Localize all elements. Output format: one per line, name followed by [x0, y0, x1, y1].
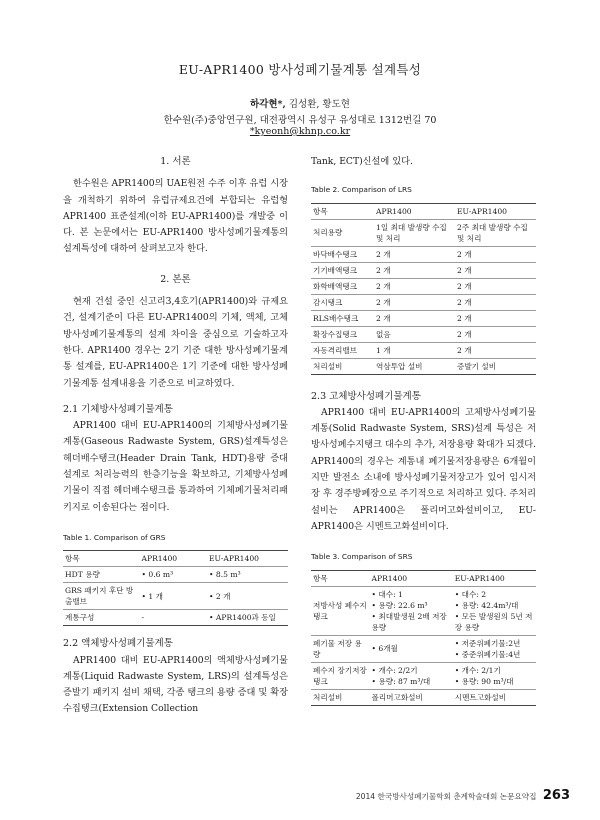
grs-comparison-table — [63, 550, 288, 626]
co-authors: 김성환, 황도현 — [285, 99, 350, 110]
table-cell — [370, 689, 453, 705]
table-cell: 2 개 — [455, 310, 536, 326]
subsection-heading-lrs: 2.2 액체방사성폐기물계통 — [63, 638, 173, 650]
table-header-row — [63, 551, 288, 567]
table-cell — [370, 586, 453, 635]
table-cell: 감시탱크 — [311, 294, 374, 310]
table-header-row — [311, 203, 536, 219]
email-line — [0, 126, 600, 137]
table-cell: • APR1400과 동일 — [207, 610, 288, 626]
author-line — [0, 96, 600, 110]
table-cell: 처리용량 — [311, 219, 374, 246]
srs-paragraph: APR1400 대비 EU-APR1400의 고체방사성폐기물계통(Solid Radwaste System, SRS)설계 특성은 저방사성폐수지탱크 대수의 추가, 저장용량 확대가 되겠다. APR1400의 경우는 계통내 폐기물저장용량은 6개월이지만 발전소 소내에 방사성폐기물저장고가 있어 임시저장 후 경주방폐장으로 주기적으로 처리하고 있다. 주처리설비는 APR1400은 폴리머고화설비이고, EU-APR1400은 시멘트고화설비이다. — [311, 406, 536, 532]
table-header-cell: APR1400 — [370, 570, 453, 586]
table-row — [311, 310, 536, 326]
table-row — [311, 278, 536, 294]
table2-caption: Table 2. Comparison of LRS — [311, 185, 412, 195]
page-footer — [330, 788, 570, 803]
grs-paragraph: APR1400 대비 EU-APR1400의 기체방사성폐기물계통(Gaseous Radwaste System, GRS)설계특성은 헤더배수탱크(Header Drain Tank, HDT)용량 증대 설계로 처리능력의 한층기능을 확보하고, 기체방사성폐기물이 직접 헤더배수탱크를 통과하여 기체폐기물처리패키지로 이송된다는 점이다. — [63, 420, 288, 513]
table-cell: 2 개 — [455, 278, 536, 294]
table-row — [311, 635, 536, 662]
table-header-cell: EU-APR1400 — [207, 551, 288, 567]
table-row — [311, 294, 536, 310]
cell-line: • 대수: 2 — [454, 589, 487, 599]
cell-line: • 최대발생원 2배 저장 용량 — [371, 611, 447, 632]
table-cell: 기기배액탱크 — [311, 262, 374, 278]
cell-line: 시멘트고화설비 — [454, 692, 507, 702]
cell-line: • 모든 발생원의 5년 저장 용량 — [454, 611, 533, 632]
table-cell — [453, 635, 536, 662]
table-cell: 자동격리밸브 — [311, 342, 374, 358]
table-cell: 증발기 설비 — [455, 358, 536, 374]
table-cell: 2 개 — [374, 262, 455, 278]
table-cell: 역삼투압 설비 — [374, 358, 455, 374]
subsection-heading-grs: 2.1 기체방사성폐기물계통 — [63, 403, 173, 415]
table-row — [311, 326, 536, 342]
cell-line: • 6개월 — [371, 644, 398, 654]
table-header-cell: EU-APR1400 — [455, 203, 536, 219]
cell-line: • 용량: 87 m³/대 — [371, 676, 431, 686]
proceedings-title: 2014 한국방사성폐기물학회 춘계학술대회 논문요약집 — [355, 792, 537, 801]
cell-line: • 개수: 2/2기 — [371, 665, 418, 675]
table-row — [63, 567, 288, 583]
section-heading-main: 2. 본론 — [160, 273, 191, 285]
section-heading-introduction: 1. 서론 — [160, 156, 191, 167]
table-row — [311, 246, 536, 262]
table-cell: • 2 개 — [207, 583, 288, 610]
table-cell: 2 개 — [455, 326, 536, 342]
table-cell: 2 개 — [374, 246, 455, 262]
table-cell: 2주 최대 발생량 수집 및 처리 — [455, 219, 536, 246]
table-cell: 2 개 — [374, 278, 455, 294]
table-cell: 계통구성 — [63, 610, 140, 626]
table-cell: GRS 패키지 후단 방출밸브 — [63, 583, 140, 610]
table-cell: 2 개 — [374, 294, 455, 310]
table-header-cell: EU-APR1400 — [453, 570, 536, 586]
table1-caption: Table 1. Comparison of GRS — [63, 532, 166, 542]
table-row — [63, 583, 288, 610]
introduction-paragraph: 한수원은 APR1400의 UAE원전 수주 이후 유럽 시장을 개척하기 위하여 유럽규제요건에 부합되는 유럽형 APR1400 표준설계(이하 EU-APR1400)를 개발중 이다. 본 논문에서는 EU-APR1400 방사성폐기물계통의 설계특성에 대하여 살펴보고자 한다. — [63, 178, 288, 255]
table-row — [311, 689, 536, 705]
table-cell: 1 개 — [374, 342, 455, 358]
table-header-cell: 항목 — [63, 551, 140, 567]
table-header-row — [311, 570, 536, 586]
right-column — [311, 154, 536, 706]
table-cell — [370, 635, 453, 662]
table-header-cell: APR1400 — [140, 551, 208, 567]
lrs-paragraph: APR1400 대비 EU-APR1400의 액체방사성폐기물계통(Liquid Radwaste System, LRS)의 설계특성은 증발기 패키지 설비 채택, 각종 탱크의 용량 증대 및 확장수집탱크(Extension Collection — [63, 654, 288, 715]
table-row — [311, 662, 536, 689]
table-cell: 처리설비 — [311, 358, 374, 374]
table-cell — [453, 586, 536, 635]
main-paragraph: 현재 건설 중인 신고리3,4호기(APR1400)와 규제요건, 설계기준이 다른 EU-APR1400의 기체, 액체, 고체방사성폐기물계통의 설계 차이을 중심으로 기술하고자 한다. APR1400 경우는 2기 기준 대한 방사성폐기물계통 설계를, EU-APR1400은 1기 기준에 대한 방사성폐기물계통 설계내용을 기준으로 비교하였다. — [63, 296, 288, 389]
table-row — [311, 358, 536, 374]
table-cell: 2 개 — [455, 262, 536, 278]
table-row — [311, 342, 536, 358]
affiliation: 한수원(주)중앙연구원, 대전광역시 유성구 유성대로 1312번길 70 — [163, 115, 437, 126]
left-column — [63, 154, 288, 718]
table-cell: 처리설비 — [311, 689, 370, 705]
table-cell: 2 개 — [455, 294, 536, 310]
table-row — [311, 586, 536, 635]
cell-line: • 저준위폐기물:2년 — [454, 638, 521, 648]
table-cell: RLS배수탱크 — [311, 310, 374, 326]
cell-line: • 용량: 42.4m³/대 — [454, 600, 519, 610]
table-cell: 폐수지 장기저장 탱크 — [311, 662, 370, 689]
cell-line: • 대수: 1 — [371, 589, 403, 599]
cell-line: • 개수: 2/1기 — [454, 665, 501, 675]
table-row — [63, 610, 288, 626]
table-cell — [370, 662, 453, 689]
table-cell: • 0.6 m³ — [140, 567, 208, 583]
table3-caption: Table 3. Comparison of SRS — [311, 552, 413, 562]
table-cell: 2 개 — [374, 310, 455, 326]
table-cell: HDT 용량 — [63, 567, 140, 583]
table-cell — [453, 662, 536, 689]
page-number: 263 — [542, 788, 570, 803]
cell-line: • 용량: 90 m³/대 — [454, 676, 514, 686]
table-cell: 화학배액탱크 — [311, 278, 374, 294]
table-cell: • 8.5 m³ — [207, 567, 288, 583]
table-header-cell: 항목 — [311, 203, 374, 219]
lead-author: 하각현*, — [250, 99, 286, 110]
table-cell: • 1 개 — [140, 583, 208, 610]
table-header-cell: APR1400 — [374, 203, 455, 219]
cell-line: 폴리머고화설비 — [371, 692, 423, 702]
lrs-paragraph-continued: Tank, ECT)신설에 있다. — [311, 156, 413, 167]
table-cell: 폐기물 저장 용량 — [311, 635, 370, 662]
table-cell: 바닥배수탱크 — [311, 246, 374, 262]
table-cell: 1일 최대 발생량 수집 및 처리 — [374, 219, 455, 246]
table-cell — [453, 689, 536, 705]
author-email[interactable]: *kyeonh@khnp.co.kr — [249, 126, 351, 137]
cell-line: • 용량: 22.6 m³ — [371, 600, 428, 610]
subsection-heading-srs: 2.3 고체방사성폐기물계통 — [311, 390, 421, 402]
table-row — [311, 219, 536, 246]
table-cell: 2 개 — [455, 342, 536, 358]
table-cell: 저방사성 폐수지 탱크 — [311, 586, 370, 635]
table-cell: 없음 — [374, 326, 455, 342]
table-row — [311, 262, 536, 278]
cell-line: • 중준위폐기물:4년 — [454, 649, 521, 659]
table-header-cell: 항목 — [311, 570, 370, 586]
table-cell: 2 개 — [455, 246, 536, 262]
table-cell: 확장수집탱크 — [311, 326, 374, 342]
srs-comparison-table — [311, 570, 536, 706]
table-cell: - — [140, 610, 208, 626]
lrs-comparison-table — [311, 203, 536, 375]
paper-title: EU-APR1400 방사성폐기물계통 설계특성 — [178, 62, 422, 77]
